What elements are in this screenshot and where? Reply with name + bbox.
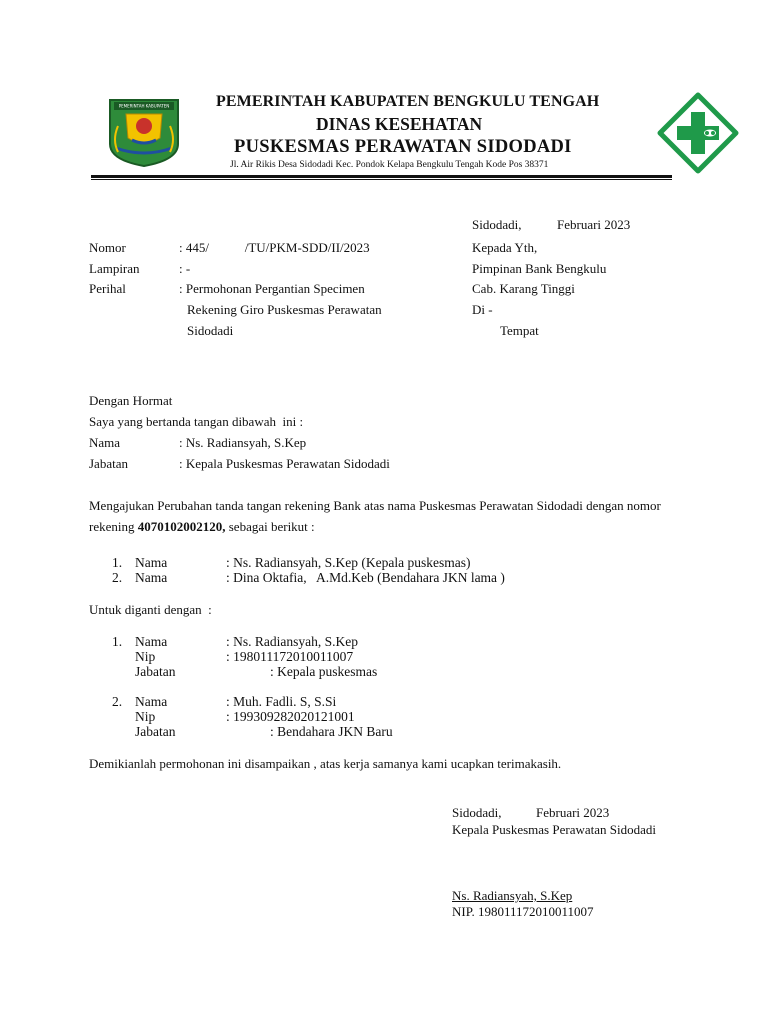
nomor-value: : 445/ /TU/PKM-SDD/II/2023 (179, 240, 370, 255)
header-rule (91, 175, 672, 178)
letter-date-place: Sidodadi, (472, 217, 522, 232)
new-item-1-nama: : Ns. Radiansyah, S.Kep (226, 634, 358, 649)
recipient-line-5: Tempat (500, 323, 539, 338)
new-item-1-jab-label: Jabatan (135, 664, 176, 679)
new-item-1-nama-label: Nama (135, 634, 168, 649)
old-item-2-num: 2. (112, 570, 123, 585)
letterhead-gov: PEMERINTAH KABUPATEN BENGKULU TENGAH (216, 93, 600, 110)
signer-position-value: : Kepala Puskesmas Perawatan Sidodadi (179, 456, 390, 471)
old-item-1-label: Nama (135, 555, 168, 570)
signer-name-label: Nama (89, 435, 121, 450)
new-item-1-jab: : Kepala puskesmas (270, 664, 378, 679)
perihal-label: Perihal (89, 281, 126, 296)
new-item-1-nip-label: Nip (135, 649, 156, 664)
perihal-cont-2: Sidodadi (187, 323, 234, 338)
recipient-line-4: Di - (472, 302, 493, 317)
puskesmas-cross-logo (656, 92, 740, 174)
new-item-2-jab-label: Jabatan (135, 724, 176, 739)
old-item-2-label: Nama (135, 570, 168, 585)
sign-name: Ns. Radiansyah, S.Kep (452, 888, 573, 903)
letter-date-month: Februari 2023 (557, 217, 631, 232)
nomor-label: Nomor (89, 240, 126, 255)
old-item-1-value: : Ns. Radiansyah, S.Kep (Kepala puskesmas) (226, 555, 471, 570)
sign-month: Februari 2023 (536, 805, 610, 820)
greeting: Dengan Hormat (89, 393, 173, 408)
new-item-2-nama: : Muh. Fadli. S, S.Si (226, 694, 337, 709)
new-item-1-num: 1. (112, 634, 123, 649)
regency-logo (104, 96, 184, 168)
request-paragraph-line2: rekening 4070102002120, sebagai berikut : (89, 519, 315, 534)
lampiran-value: : - (179, 261, 191, 276)
old-item-2-value: : Dina Oktafia, A.Md.Keb (Bendahara JKN lama ) (226, 570, 505, 585)
recipient-line-1: Kepada Yth, (472, 240, 538, 255)
perihal-cont-1: Rekening Giro Puskesmas Perawatan (187, 302, 382, 317)
account-number: 4070102002120, (137, 519, 226, 534)
new-item-2-nama-label: Nama (135, 694, 168, 709)
sign-place: Sidodadi, (452, 805, 502, 820)
signer-position-label: Jabatan (89, 456, 128, 471)
perihal-value: : Permohonan Pergantian Specimen (179, 281, 365, 296)
request-paragraph-line1: Mengajukan Perubahan tanda tangan rekening Bank atas nama Puskesmas Perawatan Sidodadi dengan nomor (89, 498, 661, 513)
recipient-line-2: Pimpinan Bank Bengkulu (472, 261, 607, 276)
new-item-2-nip-label: Nip (135, 709, 156, 724)
new-item-2-num: 2. (112, 694, 123, 709)
letterhead-office: PUSKESMAS PERAWATAN SIDODADI (234, 137, 572, 157)
lampiran-label: Lampiran (89, 261, 140, 276)
letterhead-address: Jl. Air Rikis Desa Sidodadi Kec. Pondok Kelapa Bengkulu Tengah Kode Pos 38371 (230, 160, 549, 170)
logo-caption: PEMERINTAH KABUPATEN (118, 103, 170, 109)
new-item-1-nip: : 198011172010011007 (226, 649, 354, 664)
closing-text: Demikianlah permohonan ini disampaikan , atas kerja samanya kami ucapkan terimakasih. (89, 756, 562, 771)
letterhead-dept: DINAS KESEHATAN (316, 114, 483, 134)
old-item-1-num: 1. (112, 555, 123, 570)
signer-name-value: : Ns. Radiansyah, S.Kep (179, 435, 307, 450)
new-item-2-jab: : Bendahara JKN Baru (270, 724, 393, 739)
recipient-line-3: Cab. Karang Tinggi (472, 281, 575, 296)
replace-intro: Untuk diganti dengan : (89, 602, 212, 617)
new-item-2-nip: : 199309282020121001 (226, 709, 355, 724)
intro-text: Saya yang bertanda tangan dibawah ini : (89, 414, 304, 429)
sign-title: Kepala Puskesmas Perawatan Sidodadi (452, 822, 656, 837)
header-rule-thin (91, 179, 672, 180)
sign-nip: NIP. 198011172010011007 (452, 904, 594, 919)
